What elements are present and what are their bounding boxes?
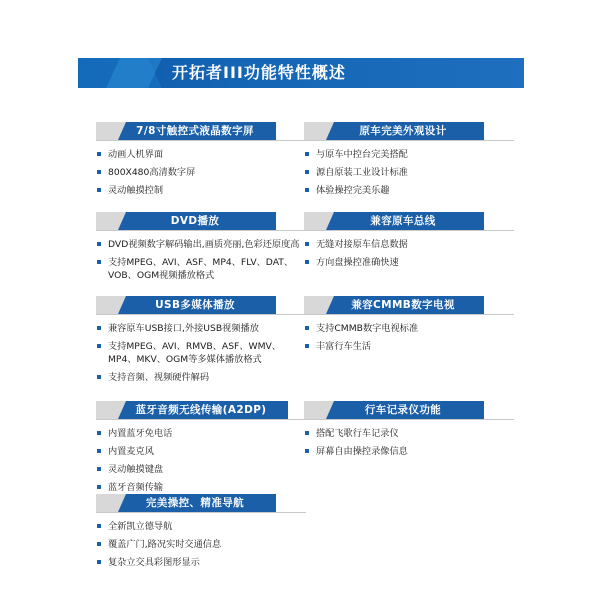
section-header <box>304 401 514 419</box>
section-header <box>96 296 306 314</box>
section-bluetooth <box>96 401 306 499</box>
list-item-label: 灵动触摸键盘 <box>108 464 164 475</box>
bullet-icon <box>305 242 309 246</box>
section-heading: 完美操控、精准导航 <box>145 497 245 509</box>
list-item <box>96 256 306 282</box>
section-item-list <box>304 322 514 353</box>
list-item-label: 丰富行车生活 <box>316 341 372 352</box>
bullet-icon <box>305 170 309 174</box>
bullet-icon <box>97 188 101 192</box>
list-item <box>96 322 306 335</box>
list-item-label: 支持CMMB数字电视标准 <box>316 323 419 334</box>
bullet-icon <box>97 431 101 435</box>
section-heading: 兼容CMMB数字电视 <box>351 299 455 311</box>
section-header <box>304 296 514 314</box>
section-header <box>304 122 514 140</box>
section-header <box>96 212 306 230</box>
bullet-icon <box>305 188 309 192</box>
section-dvd <box>96 212 306 287</box>
section-canbus <box>304 212 514 274</box>
list-item <box>96 556 306 569</box>
bullet-icon <box>97 542 101 546</box>
list-item <box>304 184 514 197</box>
bullet-icon <box>97 375 101 379</box>
section-divider <box>96 140 306 141</box>
section-divider <box>304 140 514 141</box>
list-item <box>96 481 306 494</box>
section-heading: 行车记录仪功能 <box>364 404 442 416</box>
section-header <box>304 212 514 230</box>
section-navigation <box>96 494 306 574</box>
section-item-list <box>96 520 306 569</box>
section-heading: 兼容原车总线 <box>370 215 436 227</box>
section-header <box>96 401 306 419</box>
list-item-label: 灵动触摸控制 <box>108 185 164 196</box>
list-item <box>96 445 306 458</box>
list-item <box>96 238 306 251</box>
list-item <box>304 166 514 179</box>
section-header <box>96 122 306 140</box>
list-item <box>96 520 306 533</box>
bullet-icon <box>97 344 101 348</box>
list-item <box>304 148 514 161</box>
main-title-banner <box>78 58 524 88</box>
list-item <box>96 340 306 366</box>
section-dvr <box>304 401 514 463</box>
list-item-label: 屏幕自由操控录像信息 <box>316 446 408 457</box>
bullet-icon <box>305 326 309 330</box>
bullet-icon <box>97 485 101 489</box>
bullet-icon <box>97 260 101 264</box>
bullet-icon <box>305 344 309 348</box>
bullet-icon <box>305 152 309 156</box>
list-item-label: 兼容原车USB接口,外接USB视频播放 <box>108 323 259 334</box>
list-item <box>96 371 306 384</box>
list-item-label: 搭配飞歌行车记录仪 <box>316 428 399 439</box>
section-appearance <box>304 122 514 202</box>
section-item-list <box>96 322 306 384</box>
list-item-label: DVD视频数字解码输出,画质亮丽,色彩还原度高 <box>108 239 300 250</box>
section-divider <box>96 512 306 513</box>
section-header <box>96 494 306 512</box>
list-item-label: 内置麦克风 <box>108 446 154 457</box>
bullet-icon <box>97 242 101 246</box>
section-item-list <box>304 427 514 458</box>
list-item <box>304 322 514 335</box>
section-heading: 蓝牙音频无线传输(A2DP) <box>135 404 267 416</box>
bullet-icon <box>97 467 101 471</box>
list-item <box>304 427 514 440</box>
list-item-label: 全新凯立德导航 <box>108 521 173 532</box>
bullet-icon <box>97 449 101 453</box>
list-item <box>96 538 306 551</box>
bullet-icon <box>97 170 101 174</box>
list-item-label: 与原车中控台完美搭配 <box>316 149 408 160</box>
section-divider <box>304 314 514 315</box>
list-item-label: 800X480高清数字屏 <box>108 167 196 178</box>
section-divider <box>304 230 514 231</box>
section-item-list <box>96 427 306 494</box>
list-item-label: 覆盖广门,路况实时交通信息 <box>108 539 222 550</box>
section-divider <box>96 230 306 231</box>
list-item-label: 源自原装工业设计标准 <box>316 167 408 178</box>
list-item-label: 方向盘操控准确快速 <box>316 257 399 268</box>
list-item <box>96 427 306 440</box>
list-item <box>96 148 306 161</box>
section-heading: USB多媒体播放 <box>155 299 235 311</box>
list-item-label: 支持音频、视频硬件解码 <box>108 372 210 383</box>
section-cmmb <box>304 296 514 358</box>
list-item <box>96 463 306 476</box>
bullet-icon <box>97 152 101 156</box>
section-item-list <box>304 148 514 197</box>
section-item-list <box>304 238 514 269</box>
section-heading: 原车完美外观设计 <box>359 125 447 137</box>
list-item-label: 复杂立交具彩图形显示 <box>108 557 200 568</box>
bullet-icon <box>305 260 309 264</box>
list-item-label: 无缝对接原车信息数据 <box>316 239 408 250</box>
section-item-list <box>96 148 306 197</box>
page-title: 开拓者III功能特性概述 <box>172 63 346 82</box>
section-screen <box>96 122 306 202</box>
bullet-icon <box>97 524 101 528</box>
section-divider <box>304 419 514 420</box>
section-divider <box>96 314 306 315</box>
list-item-label: 支持MPEG、AVI、ASF、MP4、FLV、DAT、VOB、OGM视频播放格式 <box>108 257 294 281</box>
list-item-label: 蓝牙音频传输 <box>108 482 164 493</box>
list-item <box>304 256 514 269</box>
list-item-label: 动画人机界面 <box>108 149 164 160</box>
bullet-icon <box>97 560 101 564</box>
list-item <box>96 184 306 197</box>
list-item <box>96 166 306 179</box>
section-heading: DVD播放 <box>170 215 220 227</box>
section-item-list <box>96 238 306 282</box>
list-item <box>304 340 514 353</box>
section-heading: 7/8寸触控式液晶数字屏 <box>136 125 254 137</box>
list-item <box>304 238 514 251</box>
bullet-icon <box>97 326 101 330</box>
list-item <box>304 445 514 458</box>
bullet-icon <box>305 431 309 435</box>
section-divider <box>96 419 306 420</box>
list-item-label: 体验操控完美乐趣 <box>316 185 390 196</box>
bullet-icon <box>305 449 309 453</box>
list-item-label: 支持MPEG、AVI、RMVB、ASF、WMV、MP4、MKV、OGM等多媒体播放格式 <box>108 341 281 365</box>
list-item-label: 内置蓝牙免电话 <box>108 428 173 439</box>
section-usb <box>96 296 306 389</box>
